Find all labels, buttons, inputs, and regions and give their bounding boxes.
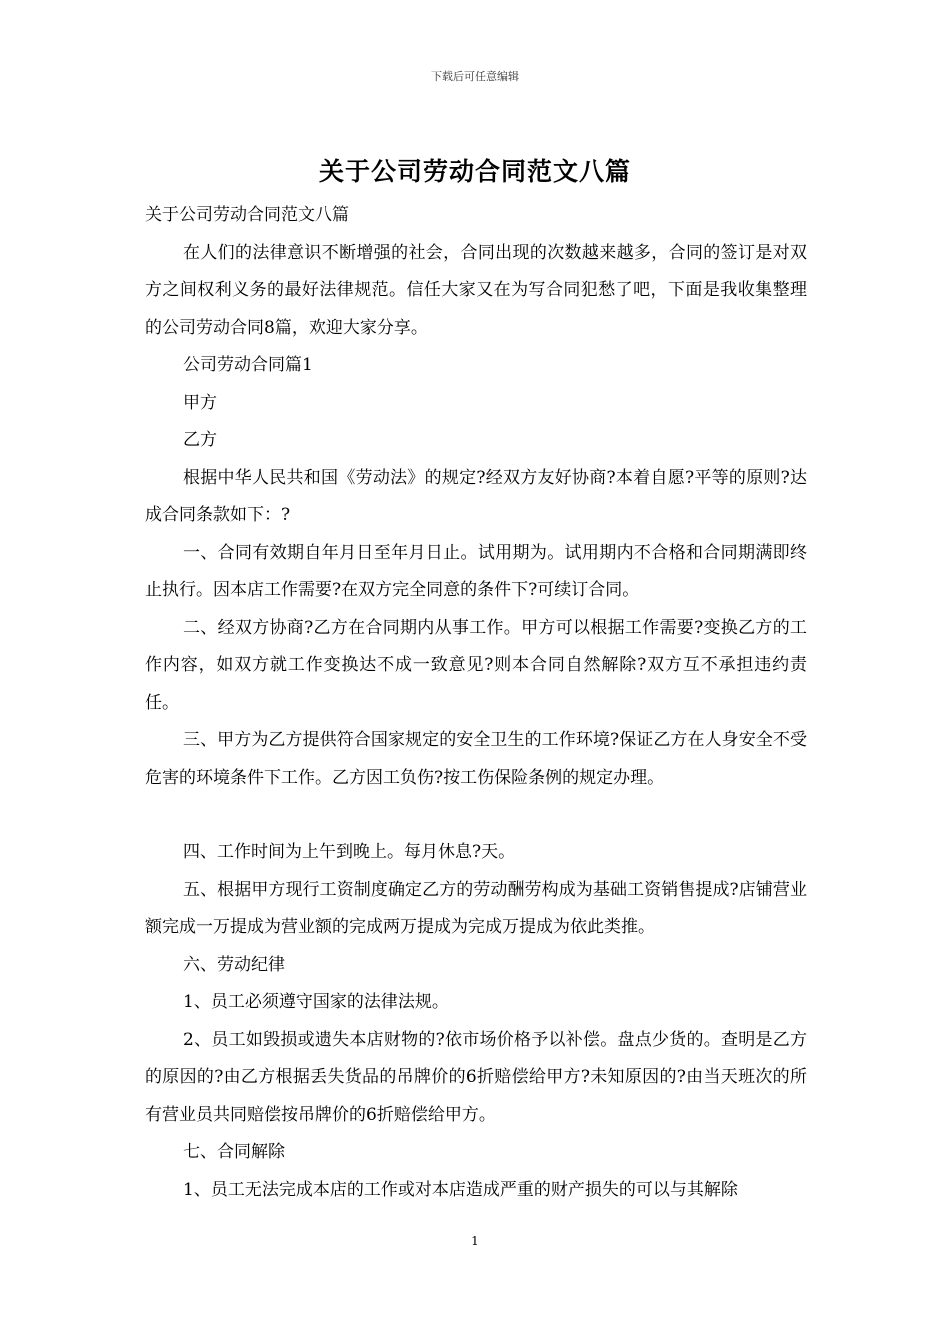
clause-3: 三、甲方为乙方提供符合国家规定的安全卫生的工作环境?保证乙方在人身安全不受危害的环境条件下工作。乙方因工负伤?按工伤保险条例的规定办理。 [145,730,807,788]
clause-4: 四、工作时间为上午到晚上。每月休息?天。 [183,842,516,862]
party-a-label: 甲方 [183,392,217,413]
clause-2: 二、经双方协商?乙方在合同期内从事工作。甲方可以根据工作需要?变换乙方的工作内容，如双方就工作变换达不成一致意见?则本合同自然解除?双方互不承担违约责任。 [145,617,807,713]
party-b-label: 乙方 [183,430,217,450]
subtitle-paragraph: 关于公司劳动合同范文八篇 [145,205,349,225]
intro-paragraph: 在人们的法律意识不断增强的社会，合同出现的次数越来越多，合同的签订是对双方之间权利义务的最好法律规范。信任大家又在为写合同犯愁了吧，下面是我收集整理的公司劳动合同8篇，欢迎大家分享。 [145,242,807,338]
clause-5: 五、根据甲方现行工资制度确定乙方的劳动酬劳构成为基础工资销售提成?店铺营业额完成一万提成为营业额的完成两万提成为完成万提成为依此类推。 [145,879,807,937]
preamble-paragraph: 根据中华人民共和国《劳动法》的规定?经双方友好协商?本着自愿?平等的原则?达成合同条款如下：? [145,467,807,525]
clause-7-item-1: 1、员工无法完成本店的工作或对本店造成严重的财产损失的可以与其解除 [183,1179,738,1200]
clause-6-heading: 六、劳动纪律 [183,954,285,975]
clause-7-heading: 七、合同解除 [183,1142,285,1162]
header-note: 下载后可任意编辑 [431,70,519,83]
clause-1: 一、合同有效期自年月日至年月日止。试用期为。试用期内不合格和合同期满即终止执行。因本店工作需要?在双方完全同意的条件下?可续订合同。 [145,542,807,600]
document-title: 关于公司劳动合同范文八篇 [318,157,631,186]
document-body [145,197,807,1209]
section-heading: 公司劳动合同篇1 [183,355,313,375]
page-number: 1 [471,1234,479,1248]
clause-6-item-1: 1、员工必须遵守国家的法律法规。 [183,992,449,1012]
clause-6-item-2: 2、员工如毁损或遗失本店财物的?依市场价格予以补偿。盘点少货的。查明是乙方的原因的?由乙方根据丢失货品的吊牌价的6折赔偿给甲方?未知原因的?由当天班次的所有营业员共同赔偿按吊牌价的6折赔偿给甲方。 [145,1029,807,1125]
